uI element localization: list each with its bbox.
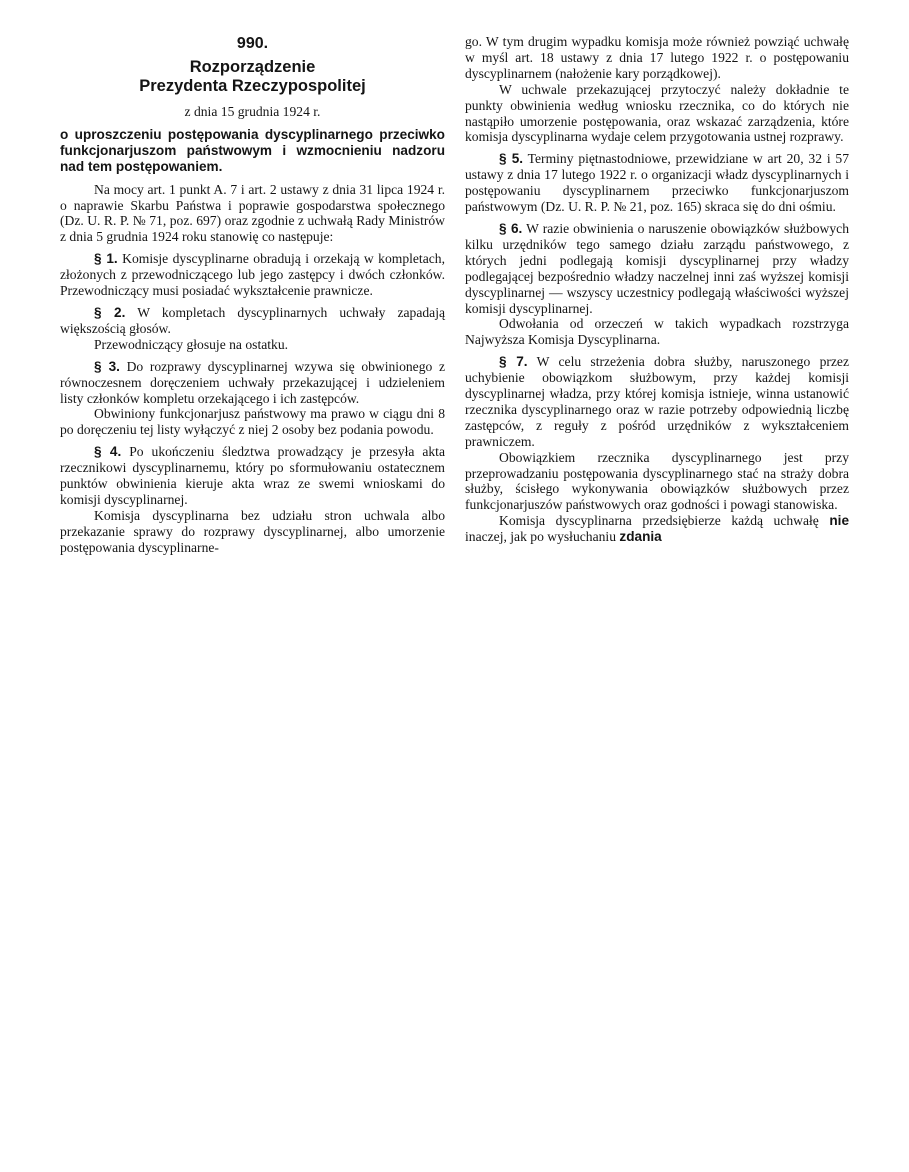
section-6-label: § 6. (499, 220, 523, 236)
section-2-text: W kompletach dyscyplinarnych uchwały zapadają większością głosów. (60, 304, 445, 336)
section-4 (60, 444, 445, 508)
section-1-label: § 1. (94, 251, 118, 267)
section-4-text: Po ukończeniu śledztwa prowadzący je przesyła akta rzecznikowi dyscyplinarnemu, który po sformułowaniu ostatecznem punktów obwinienia kieruje akta wraz ze swemi wnioskami do komisji dyscyplinarnej. (60, 444, 445, 507)
section-4-continuation: go. W tym drugim wypadku komisja może również powziąć uchwałę w myśl art. 18 ustawy z dnia 17 lutego 1922 r. o postępowaniu dyscyplinarnem (nałożenie kary porządkowej). (465, 34, 849, 81)
right-column (465, 34, 849, 545)
section-6 (465, 221, 849, 316)
section-7-label: § 7. (499, 354, 528, 370)
section-6-text: W razie obwinienia o naruszenie obowiązków służbowych kilku urzędników tego samego działu zarządu państwowego, z których jedni podlegają komisji dyscyplinarnej przy władzy podlegającej bezpośrednio władzy naczelnej inni zaś wyższej komisji dyscyplinarnej — wszyscy uczestnicy podlegają właściwości wyższej komisji dyscyplinarnej. (465, 220, 849, 316)
section-3-paragraph-2: Obwiniony funkcjonarjusz państwowy ma prawo w ciągu dni 8 po doręczeniu tej listy wyłączyć z niej 2 osoby bez podania powodu. (60, 406, 445, 438)
section-2-paragraph-2: Przewodniczący głosuje na ostatku. (94, 336, 289, 352)
section-7-text: W celu strzeżenia dobra służby, naruszonego przez uchybienie obowiązkom służbowym, przy każdej komisji dyscyplinarnej władza, przy której komisja istnieje, winna ustanowić rzecznika dyscyplinarnego oraz w razie potrzeby odpowiednią liczbę zastępców, z reguły z pośród urzędników z wykształceniem prawniczem. (465, 354, 849, 449)
left-column (60, 34, 445, 556)
section-5-text: Terminy piętnastodniowe, przewidziane w art 20, 32 i 57 ustawy z dnia 17 lutego 1922 r. o organizacji władz dyscyplinarnych i postępowaniu dyscyplinarnem przeciwko funkcjonarjuszom państwowym (Dz. U. R. P. № 21, poz. 165) skraca się do dni ośmiu. (465, 151, 850, 215)
section-7-p3-part-c: inaczej, jak po wysłuchaniu (465, 529, 616, 545)
section-3 (60, 359, 445, 407)
section-4-paragraph-3: W uchwale przekazującej przytoczyć należy dokładnie te punkty obwinienia według wniosku rzecznika, co do których nie nastąpiło umorzenie postępowania, oraz wskazać zarządzenia, które komisja dyscyplinarna wydaje celem przygotowania ustnej rozprawy. (465, 81, 849, 145)
section-6-paragraph-2: Odwołania od orzeczeń w takich wypadkach rozstrzyga Najwyższa Komisja Dyscyplinarna. (465, 316, 849, 348)
section-2 (60, 305, 445, 337)
section-7-paragraph-3 (465, 513, 849, 545)
section-5-label: § 5. (499, 151, 524, 167)
act-number: 990. (236, 35, 269, 52)
preamble: Na mocy art. 1 punkt A. 7 i art. 2 ustawy z dnia 31 lipca 1924 r. o naprawie Skarbu Państwa i poprawie gospodarstwa społecznego (Dz. U. R. P. № 71, poz. 697) oraz zgodnie z uchwałą Rady Ministrów z dnia 5 grudnia 1924 roku stanowię co następuje: (60, 181, 445, 245)
section-5 (465, 151, 849, 215)
document-date: z dnia 15 grudnia 1924 r. (184, 104, 321, 119)
section-7-p3-part-d: zdania (619, 529, 662, 545)
section-7-p3-part-a: Komisja dyscyplinarna przedsiębierze każdą uchwałę (499, 513, 819, 529)
section-4-label: § 4. (94, 444, 122, 460)
section-1-text: Komisje dyscyplinarne obradują i orzekają w kompletach, złożonych z przewodniczącego lub jego zastępcy i dwóch członków. Przewodniczący musi posiadać wykształcenie prawnicze. (60, 251, 445, 299)
section-3-label: § 3. (94, 358, 120, 374)
section-7 (465, 354, 849, 449)
section-7-p3-part-b: nie (829, 513, 849, 529)
document-subject: o uproszczeniu postępowania dyscyplinarnego przeciwko funkcjonarjuszom państwowym i wzmocnieniu nadzoru nad tem postępowaniem. (60, 126, 445, 174)
section-7-paragraph-2: Obowiązkiem rzecznika dyscyplinarnego jest przy przeprowadzaniu postępowania dyscyplinarnego stać na straży dobra służby, ścisłego wykonywania obowiązków służbowych przez funkcjonarjuszów państwowych oraz godności i powagi stanowiska. (465, 449, 849, 513)
document-title-line1: Rozporządzenie (189, 58, 316, 76)
section-3-text: Do rozprawy dyscyplinarnej wzywa się obwinionego z równoczesnem doręczeniem uchwały przekazującej i udzieleniem listy członków kompletu orzekającego i ich zastępców. (60, 358, 445, 406)
section-1 (60, 251, 445, 299)
document-title-line2: Prezydenta Rzeczypospolitej (139, 77, 366, 95)
section-2-label: § 2. (94, 304, 126, 320)
section-4-paragraph-2: Komisja dyscyplinarna bez udziału stron uchwala albo przekazanie sprawy do rozprawy dyscyplinarnej, albo umorzenie postępowania dyscyplinarne- (60, 507, 445, 555)
